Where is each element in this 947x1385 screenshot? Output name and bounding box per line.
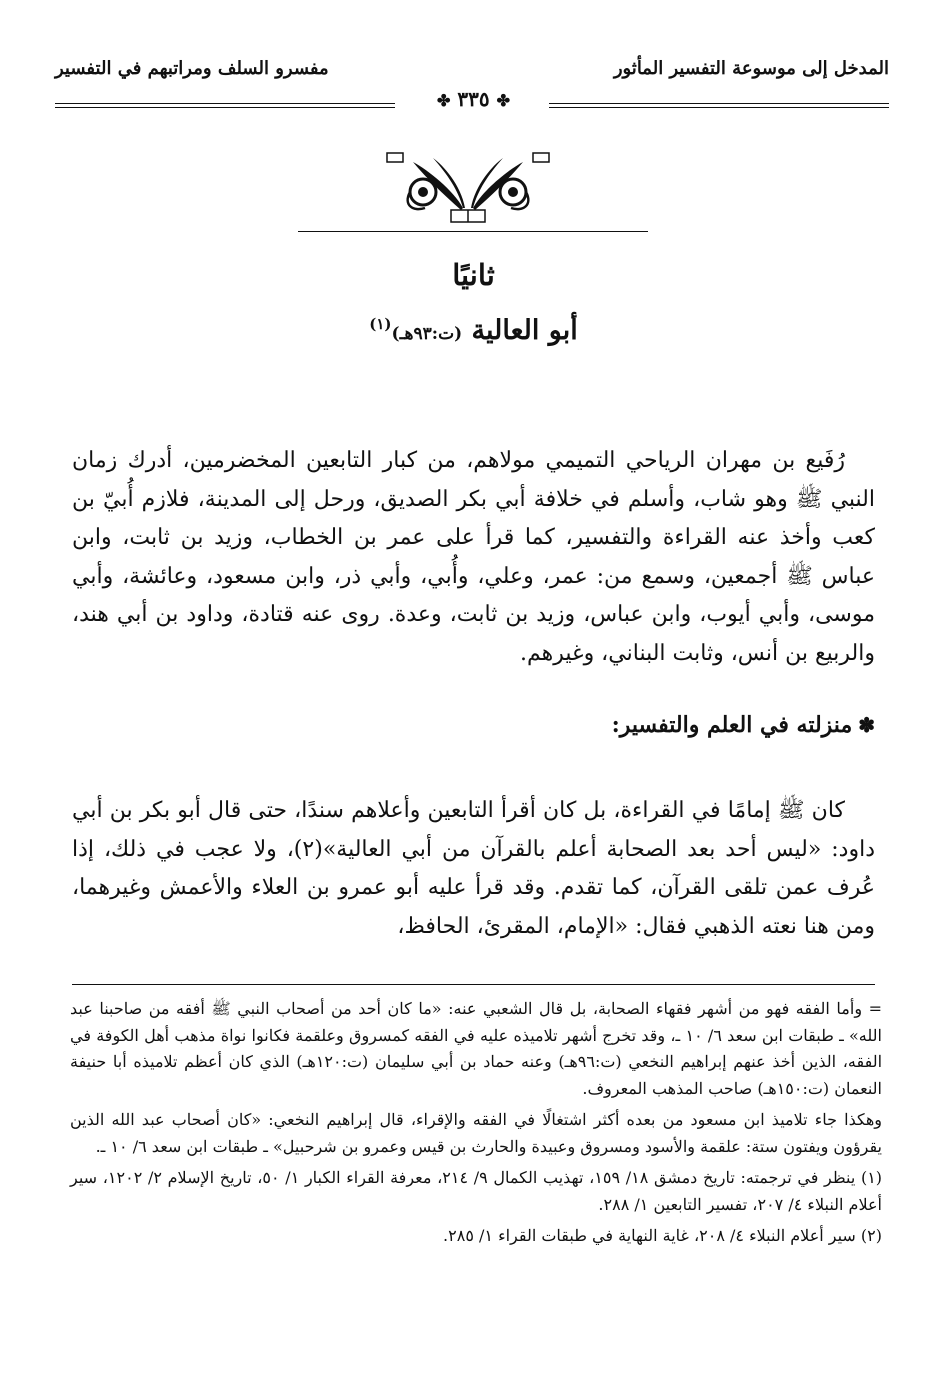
status-paragraph: كان ﷺ إمامًا في القراءة، بل كان أقرأ التابعين وأعلاهم سندًا، حتى قال أبو بكر بن أبي داود: «ليس أحد بعد الصحابة أعلم بالقرآن من أبي العالية»(٢)، ولا عجب في ذلك، إذا عُرف عمن تلقى القرآن، كما تقدم. وقد قرأ عليه أبو عمرو بن العلاء والأعمش وغيرهما، ومن هنا نعته الذهبي فقال: «الإمام، المقرئ، الحافظ، <box>72 798 875 939</box>
person-name: أبو العالية <box>471 315 578 346</box>
floral-ornament-icon <box>373 150 563 224</box>
footnote-continuation-2: وهكذا جاء تلاميذ ابن مسعود من بعده أكثر اشتغالًا في الفقه والإقراء، قال إبراهيم النخعي: «كان أصحاب عبد الله الذين يقرؤون ويفتون ستة: علقمة والأسود ومسروق وعبيدة والحارث بن قيس وعمرو بن شرحبيل» ـ طبقات ابن سعد ٦/ ١٠ ـ. <box>70 1110 882 1156</box>
death-date: (ت:٩٣هـ) <box>391 324 463 344</box>
subheading <box>612 712 875 738</box>
header-chapter-title: مفسرو السلف ومراتبهم في التفسير <box>55 58 329 79</box>
page-number <box>415 87 532 111</box>
ornament-right-icon: ✤ <box>437 91 451 110</box>
biography-title <box>0 315 947 346</box>
footnote-rule <box>72 984 875 985</box>
ornament-rule <box>298 231 648 232</box>
footnote-ref-1: (١) <box>369 315 392 333</box>
biography-paragraph: رُفَيع بن مهران الرياحي التميمي مولاهم، من كبار التابعين المخضرمين، أدرك زمان النبي ﷺ وهو شاب، وأسلم في خلافة أبي بكر الصديق، ورحل إلى المدينة، فلازم أُبيّ بن كعب وأخذ عنه القراءة والتفسير، كما قرأ على عمر بن الخطاب، وزيد بن ثابت، وابن عباس ﷺ أجمعين، وسمع من: عمر، وعلي، وأُبي، وأبي ذر، وابن مسعود، وعائشة، وأبي موسى، وأبي أيوب، وابن عباس، وزيد بن ثابت، وعدة. روى عنه قتادة، وداود بن أبي هند، والربيع بن أنس، وثابت البناني، وغيرهم. <box>72 448 876 666</box>
subheading-text: منزلته في العلم والتفسير: <box>611 712 853 738</box>
section-label: ثانيًا <box>452 258 495 292</box>
flower-bullet-icon: ✽ <box>858 713 875 737</box>
ornament-left-icon: ✤ <box>496 91 510 110</box>
footnote-continuation-1: = وأما الفقه فهو من أشهر فقهاء الصحابة، بل قال الشعبي عنه: «ما كان أحد من أصحاب النبي ﷺ أفقه من صاحبنا عبد الله» ـ طبقات ابن سعد ٦/ ١٠ ـ، وقد تخرج أشهر تلاميذه عليه في الفقه كمسروق وعلقمة فكانوا نواة مذهب أهل الكوفة في الفقه، الذين أخذ عنهم إبراهيم النخعي (ت:٩٦هـ) وعنه حماد بن أبي سليمان (ت:١٢٠هـ) الذي كان أعظم تلاميذه أبا حنيفة النعمان (ت:١٥٠هـ) صاحب المذهب المعروف. <box>70 999 883 1098</box>
footnote-1: (١) ينظر في ترجمته: تاريخ دمشق ١٨/ ١٥٩، تهذيب الكمال ٩/ ٢١٤، معرفة القراء الكبار ١/ ٥٠، تاريخ الإسلام ٢/ ١٢٠٢، سير أعلام النبلاء ٤/ ٢٠٧، تفسير التابعين ١/ ٢٨٨. <box>70 1168 883 1214</box>
page-number-value: ٣٣٥ <box>457 87 490 111</box>
footnote-2: (٢) سير أعلام النبلاء ٤/ ٢٠٨، غاية النهاية في طبقات القراء ١/ ٢٨٥. <box>443 1226 882 1245</box>
header-book-title: المدخل إلى موسوعة التفسير المأثور <box>613 58 889 79</box>
footnotes <box>70 996 882 1255</box>
